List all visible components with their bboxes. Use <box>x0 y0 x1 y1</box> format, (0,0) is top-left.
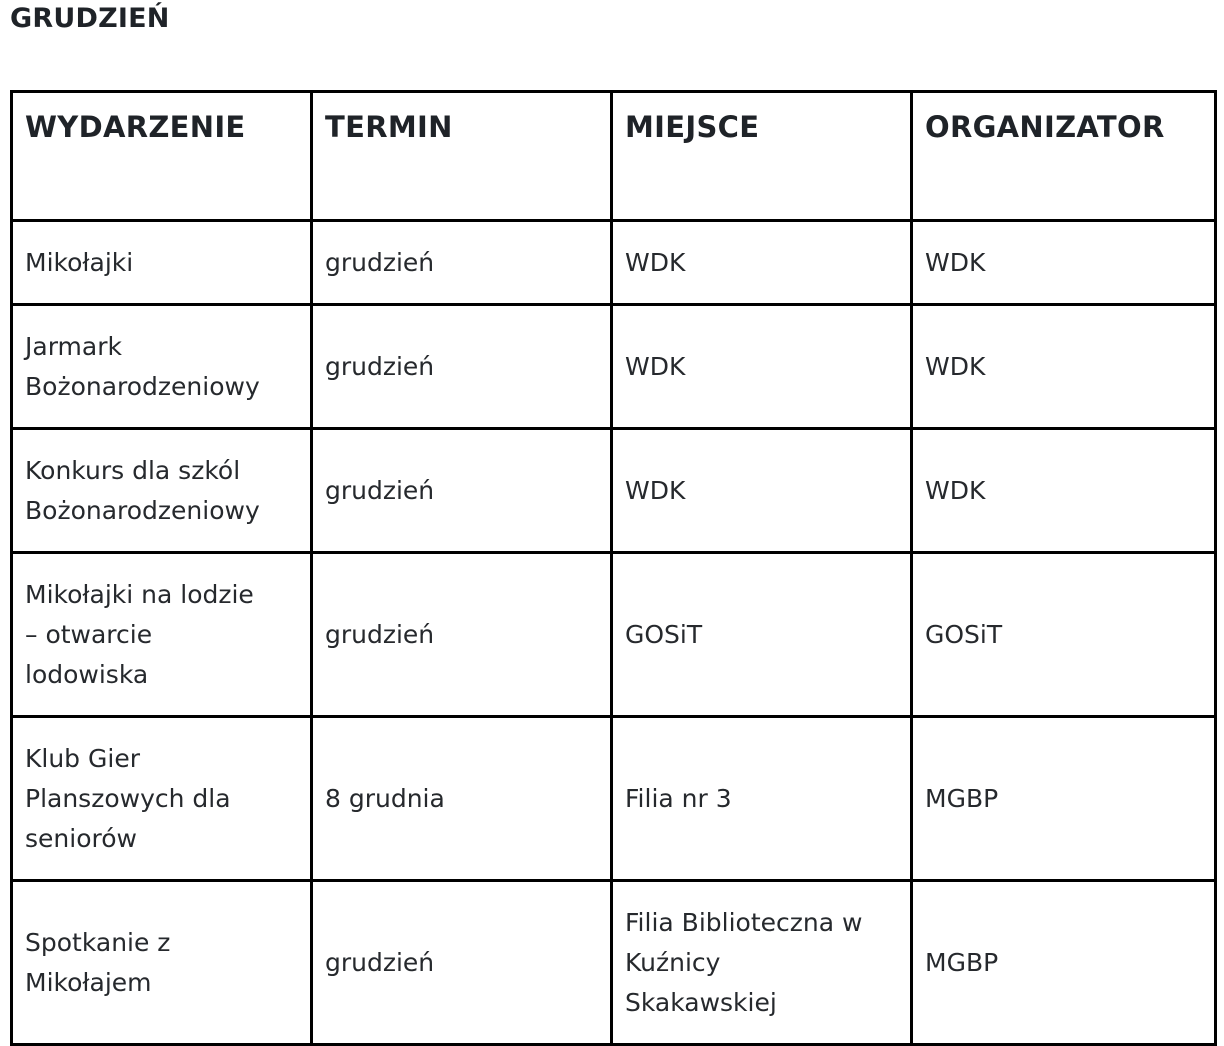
cell-event-text: Mikołajki na lodzie – otwarcie lodowiska <box>25 579 254 689</box>
cell-event <box>12 305 312 429</box>
table-header-row <box>12 92 1216 221</box>
header-date: TERMIN <box>312 92 612 221</box>
cell-organizer-text: WDK <box>925 247 986 277</box>
table-row <box>12 553 1216 717</box>
cell-organizer-text: MGBP <box>925 783 999 813</box>
cell-event-text: Konkurs dla szkól Bożonarodzeniowy <box>25 455 260 525</box>
table-row <box>12 221 1216 305</box>
cell-place <box>612 221 912 305</box>
cell-event <box>12 553 312 717</box>
cell-organizer <box>912 221 1216 305</box>
cell-event-text: Mikołajki <box>25 247 134 277</box>
cell-event <box>12 429 312 553</box>
table-row <box>12 429 1216 553</box>
cell-date-text: grudzień <box>325 475 435 505</box>
cell-date <box>312 717 612 881</box>
cell-organizer <box>912 553 1216 717</box>
header-place: MIEJSCE <box>612 92 912 221</box>
cell-place <box>612 881 912 1045</box>
cell-date <box>312 553 612 717</box>
cell-place-text: Filia Biblioteczna w Kuźnicy Skakawskiej <box>625 907 863 1017</box>
events-table <box>10 90 1217 1046</box>
cell-place-text: GOSiT <box>625 619 703 649</box>
cell-event <box>12 881 312 1045</box>
cell-place-text: WDK <box>625 351 686 381</box>
table-row <box>12 305 1216 429</box>
cell-date <box>312 429 612 553</box>
cell-event-text: Klub Gier Planszowych dla seniorów <box>25 743 231 853</box>
table-row <box>12 717 1216 881</box>
cell-organizer <box>912 717 1216 881</box>
cell-date <box>312 305 612 429</box>
cell-event <box>12 717 312 881</box>
header-organizer: ORGANIZATOR <box>912 92 1216 221</box>
cell-event-text: Jarmark Bożonarodzeniowy <box>25 331 260 401</box>
cell-place-text: WDK <box>625 475 686 505</box>
cell-organizer-text: WDK <box>925 351 986 381</box>
cell-date <box>312 221 612 305</box>
cell-place <box>612 717 912 881</box>
cell-date-text: 8 grudnia <box>325 783 445 813</box>
cell-place-text: WDK <box>625 247 686 277</box>
cell-place-text: Filia nr 3 <box>625 783 732 813</box>
page-title: GRUDZIEŃ <box>10 3 170 34</box>
cell-place <box>612 429 912 553</box>
cell-date-text: grudzień <box>325 947 435 977</box>
cell-organizer-text: GOSiT <box>925 619 1003 649</box>
cell-event-text: Spotkanie z Mikołajem <box>25 927 171 997</box>
cell-date-text: grudzień <box>325 351 435 381</box>
header-event: WYDARZENIE <box>12 92 312 221</box>
cell-organizer <box>912 429 1216 553</box>
cell-date <box>312 881 612 1045</box>
cell-event <box>12 221 312 305</box>
cell-date-text: grudzień <box>325 619 435 649</box>
cell-date-text: grudzień <box>325 247 435 277</box>
cell-place <box>612 305 912 429</box>
cell-place <box>612 553 912 717</box>
cell-organizer <box>912 881 1216 1045</box>
cell-organizer-text: WDK <box>925 475 986 505</box>
table-row <box>12 881 1216 1045</box>
cell-organizer-text: MGBP <box>925 947 999 977</box>
cell-organizer <box>912 305 1216 429</box>
